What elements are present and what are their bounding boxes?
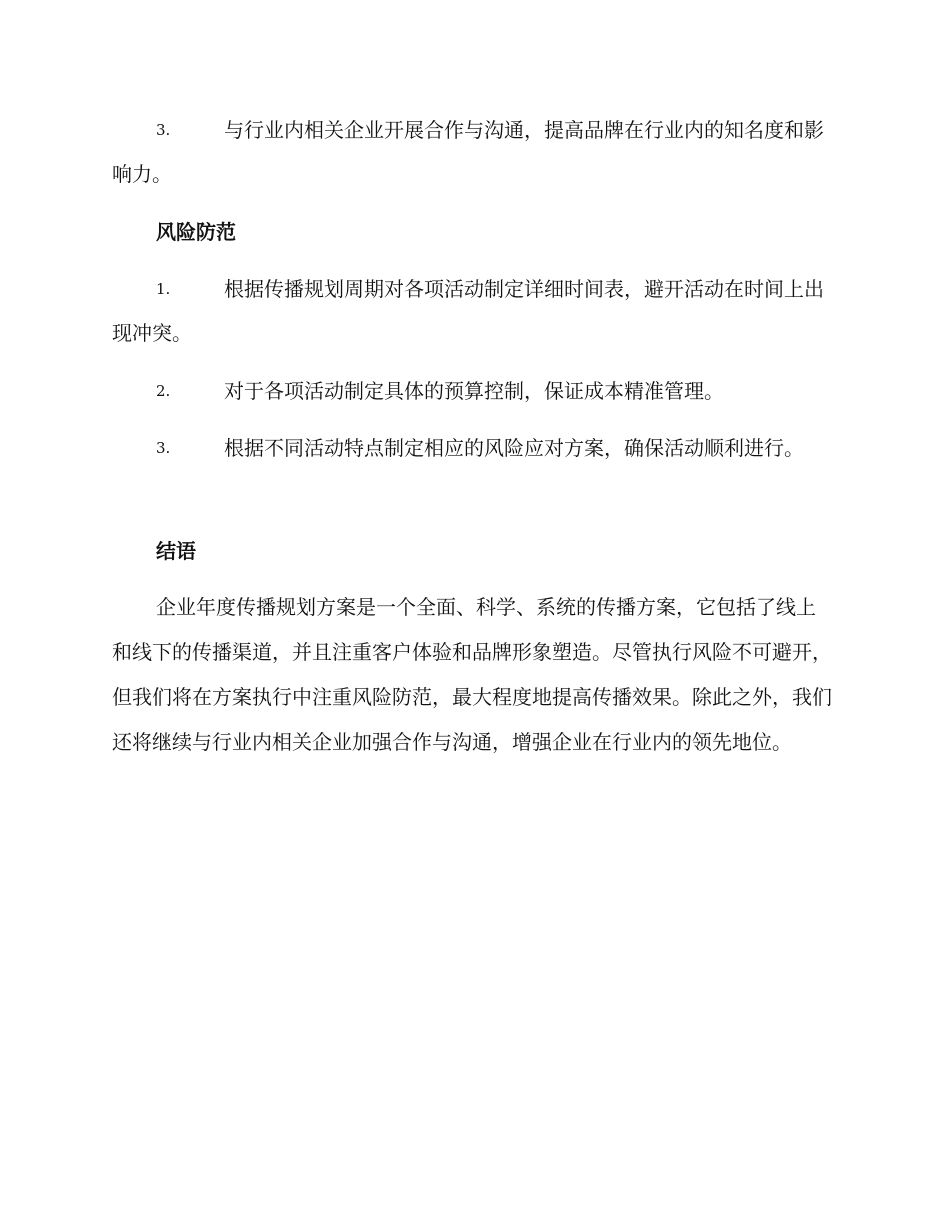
- list-item: [112, 369, 834, 413]
- list-item: [112, 108, 834, 196]
- list-item-number: 1.: [156, 280, 171, 298]
- list-item: [112, 426, 834, 470]
- list-item: [112, 267, 834, 355]
- list-item-text: 与行业内相关企业开展合作与沟通，提高品牌在行业内的知名度和影响力。: [112, 118, 824, 186]
- list-item-text: 对于各项活动制定具体的预算控制，保证成本精准管理。: [224, 379, 724, 403]
- list-item-text: 根据传播规划周期对各项活动制定详细时间表，避开活动在时间上出现冲突。: [112, 277, 824, 345]
- section-heading-risk: 风险防范: [156, 220, 236, 244]
- list-item-number: 3.: [156, 439, 171, 457]
- list-item-number: 2.: [156, 382, 171, 400]
- conclusion-paragraph: 企业年度传播规划方案是一个全面、科学、系统的传播方案，它包括了线上和线下的传播渠道，并且注重客户体验和品牌形象塑造。尽管执行风险不可避开，但我们将在方案执行中注重风险防范，最大程度地提高传播效果。除此之外，我们还将继续与行业内相关企业加强合作与沟通，增强企业在行业内的领先地位。: [112, 595, 832, 754]
- list-item-text: 根据不同活动特点制定相应的风险应对方案，确保活动顺利进行。: [224, 436, 804, 460]
- section-heading-conclusion: 结语: [156, 539, 196, 563]
- list-item-number: 3.: [156, 121, 171, 139]
